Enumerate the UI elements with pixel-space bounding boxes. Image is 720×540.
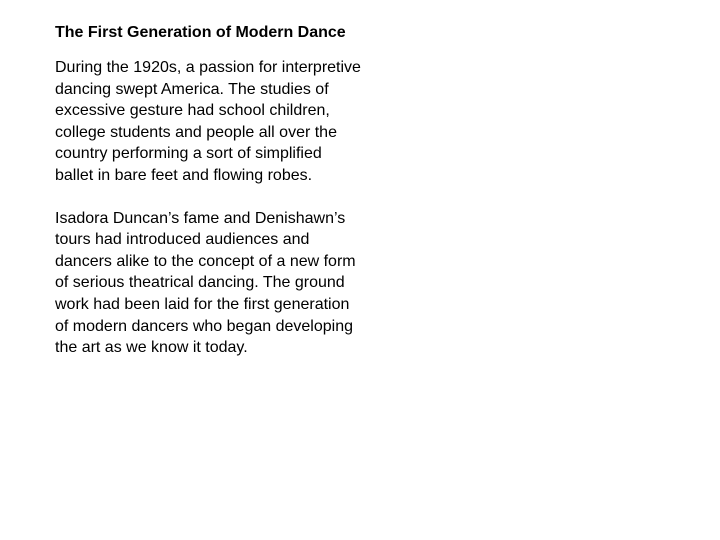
paragraph-first-generation: Isadora Duncan’s fame and Denishawn’s tours had introduced audiences and dancers alike to the concept of a new form of serious theatrical dancing. The ground work had been laid for the first generation of modern dancers who began developing the art as we know it today. [55,209,356,357]
document-title: The First Generation of Modern Dance [55,24,346,41]
paragraph-1920s-interpretive-dancing: During the 1920s, a passion for interpretive dancing swept America. The studies of excessive gesture had school children, college students and people all over the country performing a sort of simplified ballet in bare feet and flowing robes. [55,59,361,184]
text-block [55,22,405,380]
